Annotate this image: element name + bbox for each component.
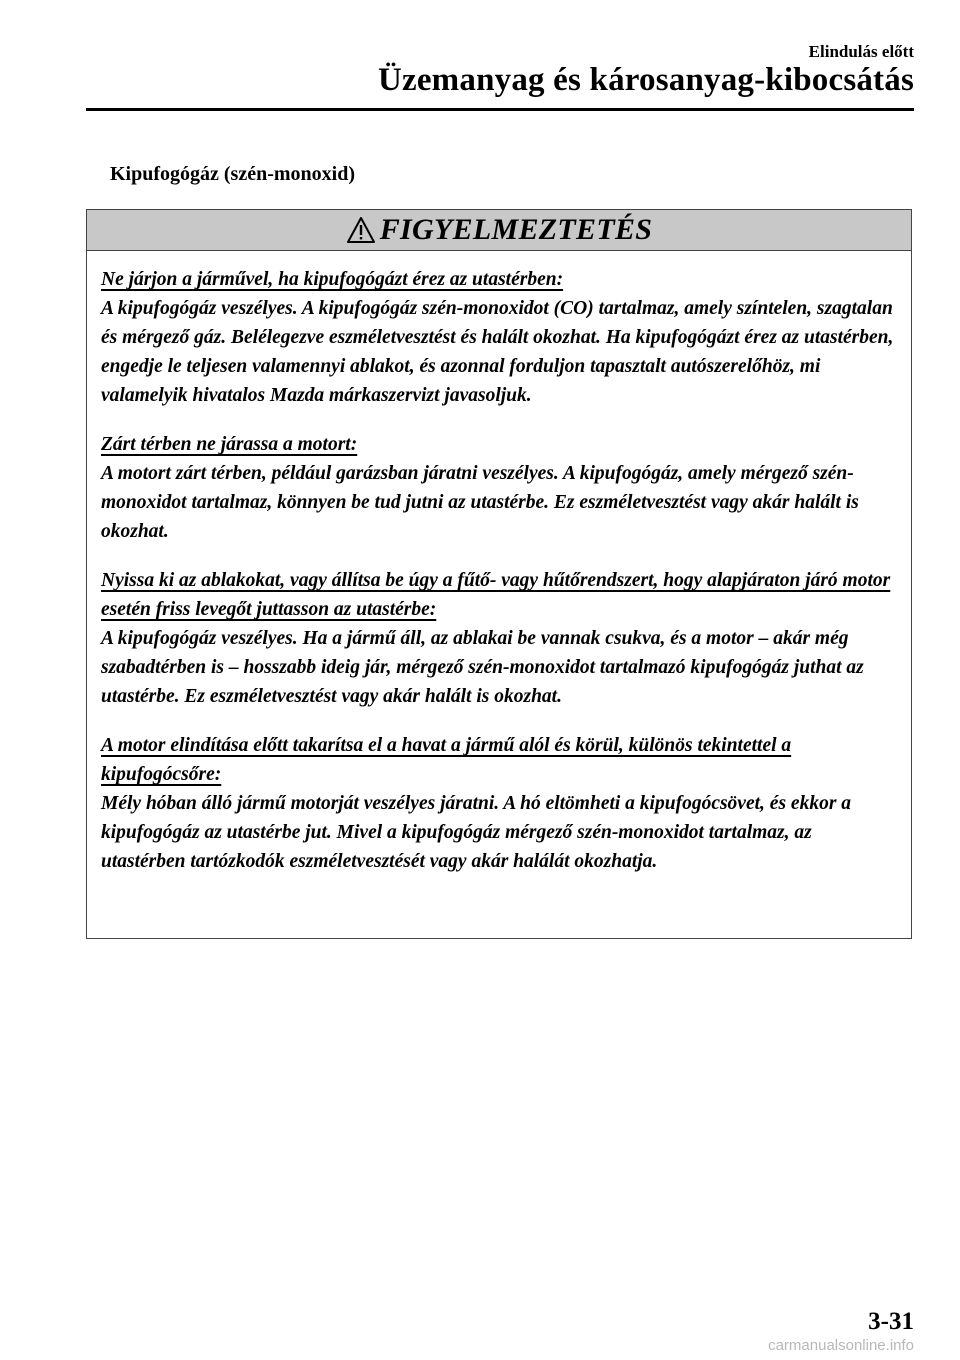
page-number: 3-31: [868, 1308, 914, 1335]
warning-triangle-icon: [346, 216, 376, 244]
warning-paragraph-body: A kipufogógáz veszélyes. A kipufogógáz szén-monoxidot (CO) tartalmaz, amely színtelen, szagtalan és mérgező gáz. Belélegezve eszméletvesztést és halált okozhat. Ha kipufogógázt érez az utastérben, engedje le teljesen valamennyi ablakot, és azonnal forduljon tapasztalt autószerelőhöz, mi valamelyik hivatalos Mazda márkaszervizt javasoljuk.: [101, 298, 894, 406]
warning-body: [87, 251, 911, 876]
warning-paragraph: [101, 265, 897, 410]
section-name: Elindulás előtt: [808, 42, 914, 61]
warning-paragraph-body: Mély hóban álló jármű motorját veszélyes járatni. A hó eltömheti a kipufogócsövet, és ekkor a kipufogógáz az utastérbe jut. Mivel a kipufogógáz mérgező szén-monoxidot tartalmaz, az utastérben tartózkodók eszméletvesztését vagy akár halálát okozhatja.: [101, 793, 852, 872]
warning-header: [87, 210, 911, 251]
warning-paragraph: [101, 731, 897, 876]
warning-paragraph-lead: Zárt térben ne járassa a motort:: [101, 434, 358, 455]
warning-paragraph-lead: Ne járjon a járművel, ha kipufogógázt érez az utastérben:: [101, 269, 564, 290]
warning-paragraph: [101, 430, 897, 546]
watermark: carmanualsonline.info: [768, 1337, 914, 1354]
warning-box: [86, 209, 912, 939]
header-divider: [86, 108, 914, 111]
page-title: Üzemanyag és károsanyag-kibocsátás: [377, 62, 914, 98]
warning-paragraph-lead: Nyissa ki az ablakokat, vagy állítsa be úgy a fűtő- vagy hűtőrendszert, hogy alapjáraton járó motor esetén friss levegőt juttasson az utastérbe:: [101, 570, 891, 620]
warning-paragraph-lead: A motor elindítása előtt takarítsa el a havat a jármű alól és körül, különös tekintettel a kipufogócsőre:: [101, 735, 792, 785]
warning-paragraph-body: A kipufogógáz veszélyes. Ha a jármű áll, az ablakai be vannak csukva, és a motor – akár még szabadtérben is – hosszabb ideig jár, mérgező szén-monoxidot tartalmazó kipufogógáz juthat az utastérbe. Ez eszméletvesztést vagy akár halált is okozhat.: [101, 628, 864, 707]
subheading: Kipufogógáz (szén-monoxid): [110, 163, 355, 185]
warning-paragraph: [101, 566, 897, 711]
warning-title: FIGYELMEZTETÉS: [379, 213, 653, 246]
warning-paragraph-body: A motort zárt térben, például garázsban járatni veszélyes. A kipufogógáz, amely mérgező szén-monoxidot tartalmaz, könnyen be tud jutni az utastérbe. Ez eszméletvesztést vagy akár halált is okozhat.: [101, 463, 859, 542]
